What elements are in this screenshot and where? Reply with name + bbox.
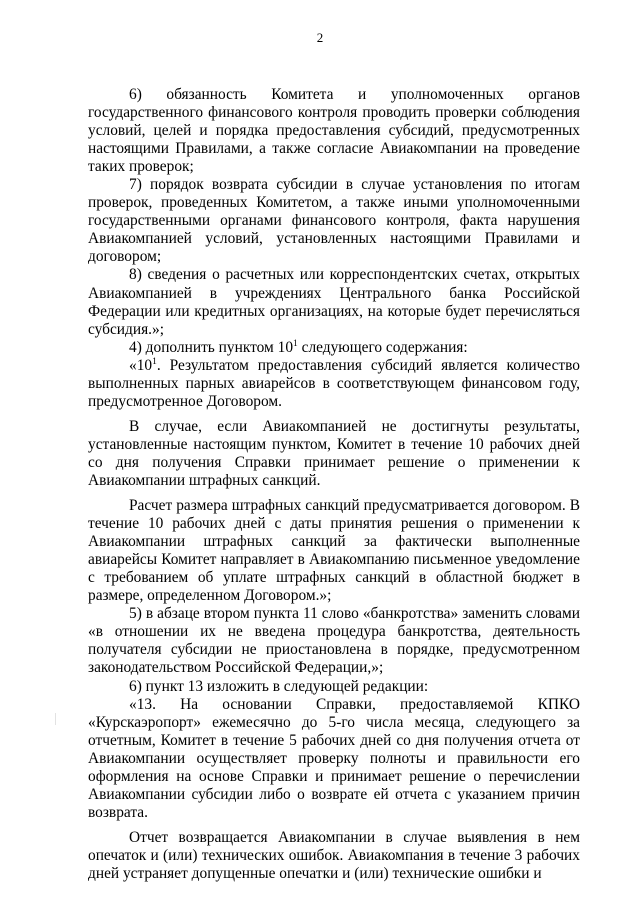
paragraph-results-not-achieved: В случае, если Авиакомпанией не достигнуты результаты, установленные настоящим пунктом, Комитет в течение 10 рабочих дней со дня получения Справки принимает решение о применении к Авиакомпании штрафных санкций. (88, 417, 580, 489)
superscript: 1 (152, 356, 157, 367)
paragraph-amendment-6: 6) пункт 13 изложить в следующей редакции: (129, 677, 429, 695)
paragraph-penalty-calculation: Расчет размера штрафных санкций предусматривается договором. В течение 10 рабочих дней с даты принятия решения о применении к Авиакомпании штрафных санкций за фактически выполненные авиарейсы Комитет направляет в Авиакомпанию письменное уведомление с требованием об уплате штрафных санкций в областной бюджет в размере, определенном Договором.»; (88, 497, 580, 605)
paragraph-clause-10-1 (88, 357, 580, 411)
paragraph-amendment-4 (88, 339, 580, 357)
paragraph-item-7: 7) порядок возврата субсидии в случае установления по итогам проверок, проведенных Комитетом, а также иными уполномоченными государственными органами финансового контроля, факта нарушения Авиакомпанией условий, установленных настоящими Правилами и договором; (88, 176, 580, 266)
page-number: 2 (316, 30, 324, 45)
paragraph-report-returned: Отчет возвращается Авиакомпании в случае выявления в нем опечаток и (или) технических ошибок. Авиакомпания в течение 3 рабочих дней устраняет допущенные опечатки и (или) технические ошибки и (88, 828, 580, 882)
margin-mark (55, 713, 60, 725)
paragraph-item-6: 6) обязанность Комитета и уполномоченных органов государственного финансового контроля проводить проверки соблюдения условий, целей и порядка предоставления субсидий, предусмотренных настоящими Правилами, а также согласие Авиакомпании на проведение таких проверок; (88, 86, 580, 176)
paragraph-text-part: следующего содержания: (297, 338, 468, 356)
paragraph-text-part: . Результатом предоставления субсидий является количество выполненных парных авиарейсов в соответствующем финансовом году, предусмотренное Договором. (88, 356, 580, 410)
paragraph-amendment-5: 5) в абзаце втором пункта 11 слово «банкротства» заменить словами «в отношении их не введена процедура банкротства, деятельность получателя субсидии не приостановлена в порядке, предусмотренном законодательством Российской Федерации,»; (88, 605, 580, 677)
paragraph-clause-13: «13. На основании Справки, предоставляемой КПКО «Курскаэропорт» ежемесячно до 5-го числа месяца, следующего за отчетным, Комитет в течение 5 рабочих дней со дня получения отчета от Авиакомпании осуществляет проверку полноты и правильности его оформления на основе Справки и принимает решение о перечислении Авиакомпании субсидии либо о возврате ей отчета с указанием причин возврата. (88, 695, 580, 821)
superscript: 1 (293, 338, 298, 349)
paragraph-text-part: 4) дополнить пунктом 10 (129, 338, 294, 356)
paragraph-text-part: «10 (129, 356, 153, 374)
paragraph-item-8: 8) сведения о расчетных или корреспондентских счетах, открытых Авиакомпанией в учреждениях Центрального банка Российской Федерации или кредитных организациях, на которые будет перечисляться субсидия.»; (88, 266, 580, 338)
document-body (88, 86, 580, 883)
